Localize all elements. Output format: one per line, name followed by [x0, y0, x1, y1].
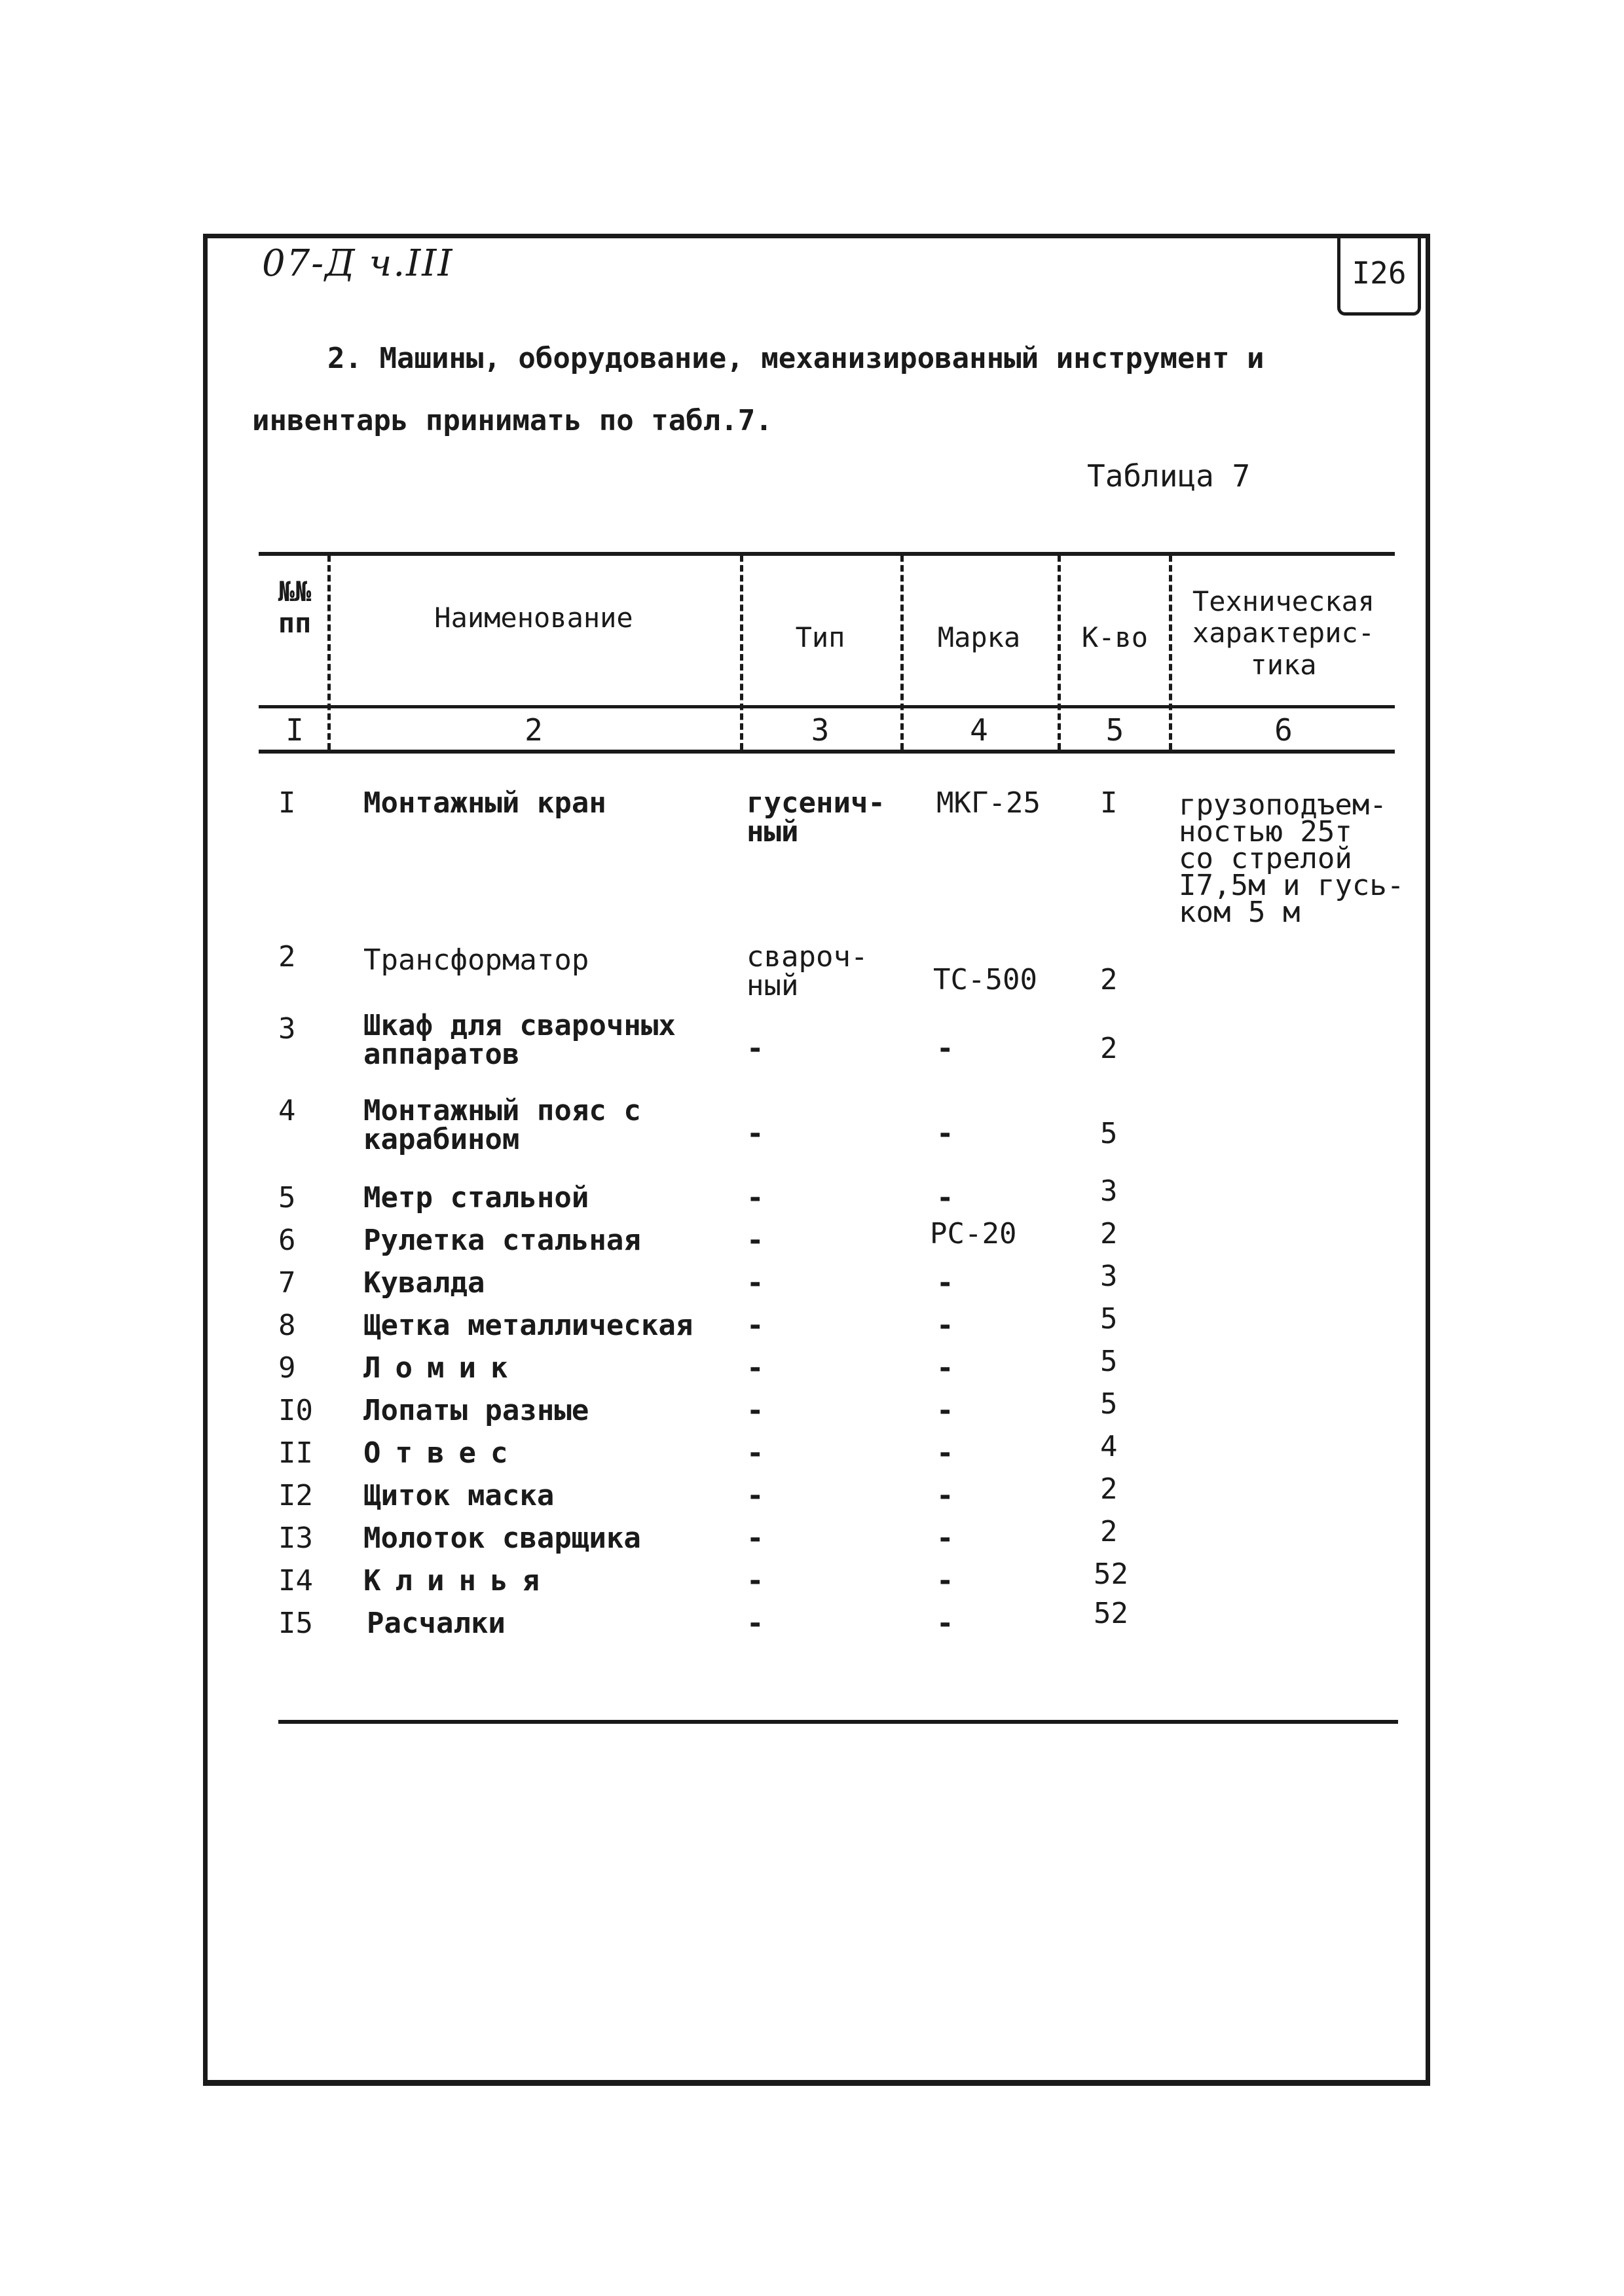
table-caption: Таблица 7 — [1087, 458, 1251, 494]
header-name: Наименование — [434, 602, 633, 634]
item-quantity: 2 — [1100, 1472, 1118, 1506]
column-number-2: 2 — [525, 712, 543, 748]
column-number-6: 6 — [1274, 712, 1293, 748]
item-quantity: 5 — [1100, 1345, 1118, 1378]
item-name: Трансформатор — [363, 943, 589, 977]
table-end-rule — [278, 1720, 1398, 1724]
item-quantity: 3 — [1100, 1260, 1118, 1293]
column-number-1: I — [286, 712, 304, 748]
item-type: - — [747, 1564, 764, 1597]
item-brand: - — [936, 1266, 954, 1300]
item-name: Монтажный кран — [363, 786, 606, 820]
header-bottom-rule — [259, 705, 1395, 708]
row-number: I4 — [278, 1564, 313, 1597]
paragraph-line-2: инвентарь принимать по табл.7. — [252, 404, 773, 437]
item-brand: - — [936, 1181, 954, 1214]
item-type: - — [747, 1479, 764, 1512]
item-spec: грузоподъем- ностью 25т со стрелой I7,5м и гусь- ком 5 м — [1179, 788, 1405, 929]
item-type: - — [747, 1394, 764, 1427]
item-quantity: 2 — [1100, 1515, 1118, 1548]
item-name: Щиток маска — [363, 1479, 555, 1512]
item-type: свароч- ный — [747, 940, 868, 1002]
row-number: I5 — [278, 1607, 313, 1640]
item-quantity: 3 — [1100, 1175, 1118, 1208]
item-type: - — [747, 1266, 764, 1300]
item-brand: - — [936, 1436, 954, 1470]
row-number: 8 — [278, 1309, 296, 1342]
item-brand: - — [936, 1522, 954, 1555]
item-brand: МКГ-25 — [936, 786, 1041, 820]
item-type: гусенич- ный — [747, 786, 885, 848]
item-name: Лопаты разные — [363, 1394, 589, 1427]
header-spec: Техническая характерис- тика — [1192, 585, 1375, 681]
item-name: Ломик — [363, 1351, 523, 1385]
item-quantity: 5 — [1100, 1117, 1118, 1150]
item-brand: РС-20 — [930, 1217, 1017, 1250]
item-brand: - — [936, 1394, 954, 1427]
item-name: Щетка металлическая — [363, 1309, 693, 1342]
item-quantity: 5 — [1100, 1387, 1118, 1421]
item-brand: - — [936, 1607, 954, 1640]
item-brand: - — [936, 1479, 954, 1512]
item-name: Рулетка стальная — [363, 1224, 641, 1257]
page-number: I26 — [1337, 234, 1421, 316]
column-number-3: 3 — [811, 712, 830, 748]
item-quantity: 5 — [1100, 1302, 1118, 1336]
column-number-5: 5 — [1105, 712, 1124, 748]
item-quantity: 2 — [1100, 1032, 1118, 1065]
row-number: I3 — [278, 1522, 313, 1555]
item-quantity: 4 — [1100, 1430, 1118, 1463]
item-name: Расчалки — [367, 1607, 506, 1640]
item-brand: ТС-500 — [933, 963, 1037, 996]
item-quantity: 2 — [1100, 1217, 1118, 1250]
header-qty: К-во — [1081, 621, 1149, 653]
item-type: - — [747, 1181, 764, 1214]
item-brand: - — [936, 1564, 954, 1597]
document-code-mark: 07-Д ч.III — [262, 242, 454, 285]
item-name: Монтажный пояс с карабином — [363, 1094, 641, 1156]
row-number: 2 — [278, 940, 296, 974]
item-type: - — [747, 1032, 764, 1065]
item-brand: - — [936, 1351, 954, 1385]
item-type: - — [747, 1309, 764, 1342]
header-type: Тип — [795, 621, 845, 653]
row-number: 7 — [278, 1266, 296, 1300]
item-name: Метр стальной — [363, 1181, 589, 1214]
row-number: I0 — [278, 1394, 313, 1427]
row-number: II — [278, 1436, 313, 1470]
item-type: - — [747, 1117, 764, 1150]
row-number: 9 — [278, 1351, 296, 1385]
item-name: Клинья — [363, 1564, 554, 1597]
item-brand: - — [936, 1032, 954, 1065]
item-name: Шкаф для сварочных аппаратов — [363, 1009, 676, 1071]
row-number: I — [278, 786, 296, 820]
item-name: Отвес — [363, 1436, 523, 1470]
item-brand: - — [936, 1309, 954, 1342]
item-type: - — [747, 1607, 764, 1640]
paragraph-line-1: 2. Машины, оборудование, механизированный инструмент и — [327, 342, 1264, 375]
item-type: - — [747, 1436, 764, 1470]
row-number: 6 — [278, 1224, 296, 1257]
row-number: 4 — [278, 1094, 296, 1127]
item-type: - — [747, 1351, 764, 1385]
row-number: I2 — [278, 1479, 313, 1512]
item-name: Молоток сварщика — [363, 1522, 641, 1555]
item-quantity: 52 — [1094, 1558, 1128, 1591]
column-number-4: 4 — [970, 712, 988, 748]
row-number: 3 — [278, 1012, 296, 1046]
table-top-rule — [259, 552, 1395, 556]
item-type: - — [747, 1522, 764, 1555]
item-quantity: I — [1100, 786, 1118, 820]
item-brand: - — [936, 1117, 954, 1150]
header-brand: Марка — [937, 621, 1021, 653]
column-number-rule — [259, 750, 1395, 754]
item-name: Кувалда — [363, 1266, 485, 1300]
header-no: №№ пп — [278, 575, 312, 640]
page-frame — [203, 234, 1430, 2086]
item-type: - — [747, 1224, 764, 1257]
item-quantity: 2 — [1100, 963, 1118, 996]
row-number: 5 — [278, 1181, 296, 1214]
item-quantity: 52 — [1094, 1597, 1128, 1630]
